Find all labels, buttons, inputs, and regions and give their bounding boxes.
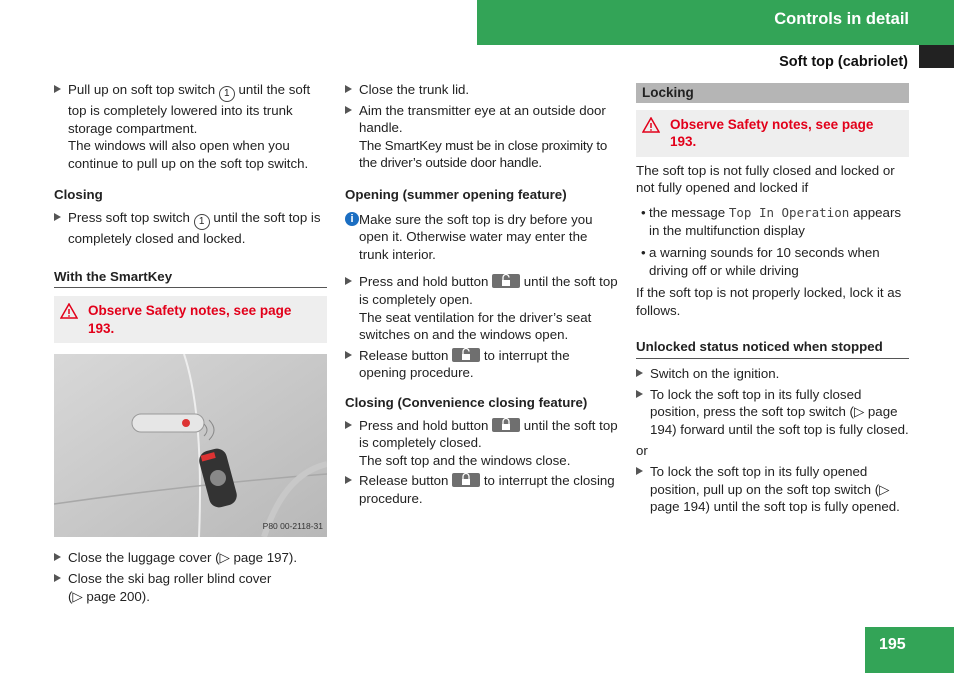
step-text: until the soft top is completely open. (359, 274, 618, 307)
bullet-step (345, 81, 619, 99)
bullet-dot-icon: • (641, 245, 646, 261)
bullet-step (636, 365, 909, 383)
safety-warning-box (636, 110, 909, 157)
section-title: Controls in detail (774, 10, 909, 28)
bullet-step (345, 273, 619, 343)
bullet-step (636, 386, 909, 439)
step-text: to interrupt the opening procedure. (359, 347, 570, 381)
step-note: The soft top and the windows close. (359, 452, 571, 468)
step-text: Switch on the ignition. (650, 366, 780, 382)
info-icon: i (345, 212, 359, 226)
step-text: Release button (359, 473, 449, 489)
unlock-button-icon (492, 274, 520, 288)
step-text: To lock the soft top in its fully opened position, pull up on the soft top switch (▷ page 194) until the soft top is fully opened. (650, 464, 900, 515)
bullet-triangle-icon (54, 574, 61, 582)
page-reference: (▷ page 200). (68, 588, 150, 604)
list-text: the message (649, 204, 726, 220)
unlocked-status-heading: Unlocked status noticed when stopped (636, 338, 909, 360)
bullet-triangle-icon (636, 467, 643, 475)
step-text: Press soft top switch (68, 209, 190, 225)
column-3 (636, 83, 909, 519)
list-item (636, 244, 909, 279)
column-2 (345, 81, 619, 510)
step-text: To lock the soft top in its fully closed position, press the soft top switch (▷ page 194) forward until the soft top is fully closed. (650, 386, 909, 437)
warning-text: Observe Safety notes, see page 193. (88, 303, 292, 336)
safety-warning-box (54, 296, 327, 343)
smartkey-illustration (54, 354, 327, 537)
page-number: 195 (879, 636, 906, 653)
warning-triangle-icon (642, 117, 660, 133)
warning-text: Observe Safety notes, see page 193. (670, 116, 874, 150)
callout-number: 1 (219, 86, 235, 102)
step-note: The windows will also open when you continue to pull up on the soft top switch. (68, 138, 309, 171)
info-text: Make sure the soft top is dry before you open it. Otherwise water may enter the trunk interior. (359, 211, 593, 262)
step-text: until the soft top is completely lowered into its trunk storage compartment. (68, 82, 311, 136)
bullet-triangle-icon (345, 85, 352, 93)
step-text: until the soft top is completely closed and locked. (68, 209, 321, 246)
bullet-dot-icon: • (641, 204, 646, 220)
bullet-step (345, 347, 619, 382)
step-note: The seat ventilation for the driver’s seat switches on and the windows open. (359, 309, 592, 343)
bullet-step (345, 417, 619, 470)
step-text: Close the luggage cover (▷ page 197). (68, 550, 298, 566)
bullet-step (345, 472, 619, 507)
bullet-step (54, 209, 327, 248)
step-text: Close the trunk lid. (359, 82, 470, 97)
step-note: The SmartKey must be in close proximity to the driver’s outside door handle. (359, 137, 608, 171)
step-text: Close the ski bag roller blind cover (68, 570, 272, 586)
bullet-triangle-icon (345, 106, 352, 114)
bullet-step (636, 463, 909, 516)
step-text: Release button (359, 347, 449, 363)
opening-heading: Opening (summer opening feature) (345, 186, 567, 202)
step-text: Press and hold button (359, 274, 489, 290)
condition-paragraph: The soft top is not fully closed and locked or not fully opened and locked if (636, 162, 895, 196)
bullet-triangle-icon (345, 421, 352, 429)
step-text: Aim the transmitter eye at an outside door handle. (359, 102, 606, 136)
bullet-triangle-icon (54, 553, 61, 561)
bullet-triangle-icon (345, 476, 352, 484)
step-text: to interrupt the closing procedure. (359, 473, 615, 506)
bullet-triangle-icon (636, 369, 643, 377)
locking-heading: Locking (636, 83, 909, 103)
bullet-step (54, 81, 327, 172)
convenience-closing-heading: Closing (Convenience closing feature) (345, 394, 588, 410)
list-text: a warning sounds for 10 seconds when driving off or while driving (649, 245, 880, 278)
bullet-step (54, 570, 327, 605)
bullet-triangle-icon (54, 85, 61, 93)
info-note (345, 211, 619, 264)
column-1 (54, 81, 327, 608)
list-item (636, 204, 909, 239)
car-door-smartkey-image (54, 354, 327, 537)
page-number-box (865, 627, 954, 673)
display-message: Top In Operation (728, 204, 850, 220)
unlock-button-icon (452, 348, 480, 362)
bullet-triangle-icon (636, 390, 643, 398)
lock-button-icon (452, 473, 480, 487)
smartkey-heading: With the SmartKey (54, 268, 327, 289)
bullet-triangle-icon (54, 213, 61, 221)
page-subtitle: Soft top (cabriolet) (779, 54, 908, 70)
instruction-paragraph: If the soft top is not properly locked, lock it as follows. (636, 285, 902, 318)
or-separator: or (636, 442, 648, 458)
list-text: appears in the multifunction display (649, 204, 902, 238)
callout-number: 1 (194, 214, 210, 230)
warning-triangle-icon (60, 303, 78, 319)
step-text: until the soft top is completely closed. (359, 417, 618, 451)
bullet-triangle-icon (345, 351, 352, 359)
bullet-triangle-icon (345, 277, 352, 285)
lock-button-icon (492, 418, 520, 432)
bullet-step (54, 549, 327, 567)
step-text: Pull up on soft top switch (68, 82, 216, 97)
closing-heading: Closing (54, 187, 103, 203)
bullet-step (345, 102, 619, 172)
step-text: Press and hold button (359, 417, 489, 433)
section-tab-marker (919, 45, 954, 68)
image-code: P80 00-2118-31 (262, 520, 323, 531)
